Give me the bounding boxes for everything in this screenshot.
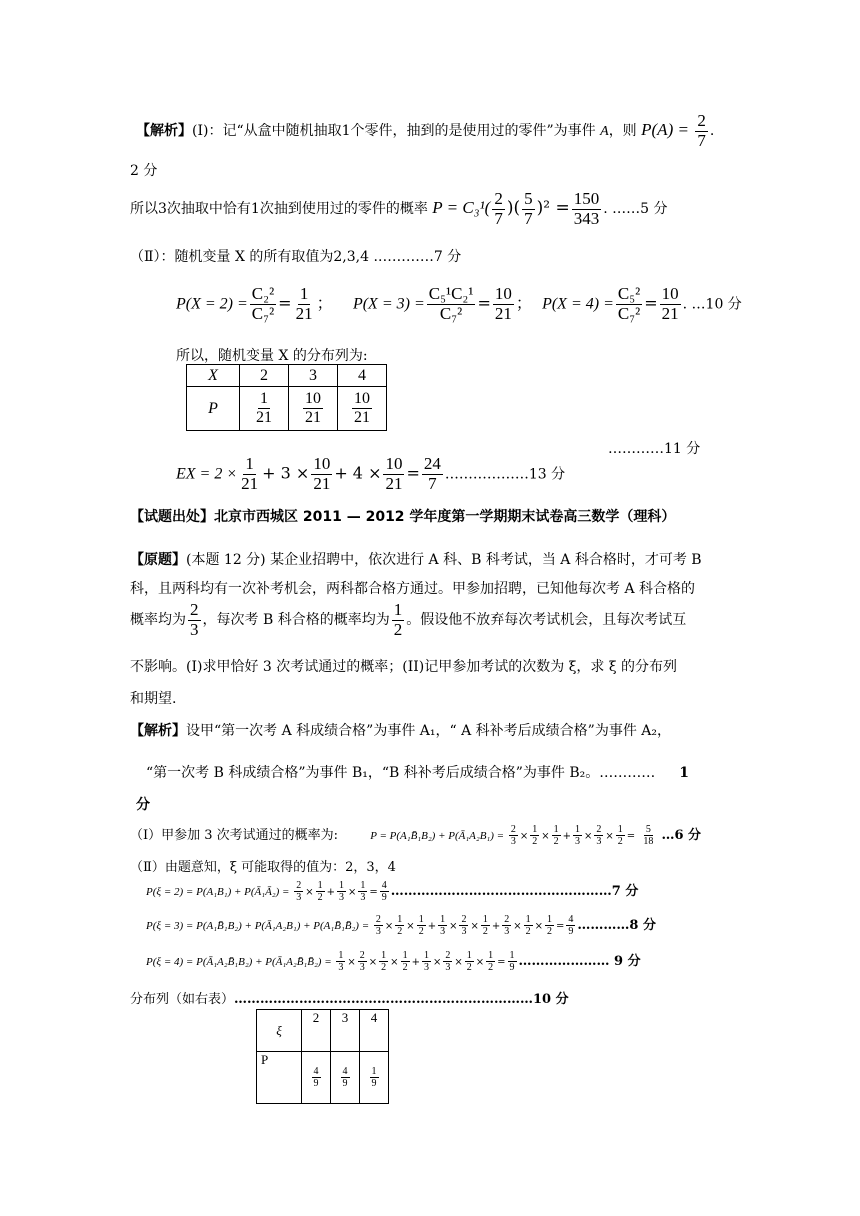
source-line: 【试题出处】北京市西城区 2011 — 2012 学年度第一学期期末试卷高三数学（理科） [130, 509, 676, 525]
solution-line-2: 所以3次抽取中恰有1次抽到使用过的零件的概率 P = C₃¹( $\frac{2}{7}$ )( $\frac{5}{7}$ )² = $\frac{150}{343}$ . ……5 分 [130, 189, 668, 228]
fraction: $\frac{1}{2}$ [553, 824, 559, 847]
problem-line-2: 科，且两科均有一次补考机会，两科都合格方通过。甲参加招聘，已知他每次考 A 科合格的 [130, 581, 696, 597]
problem-line-3: 概率均为 $\frac{2}{3}$ ，每次考 B 科合格的概率均为 $\frac{1}{2}$ 。假设他不放弃每次考试机会，且每次考试互 [130, 600, 687, 639]
fraction: $\frac{1}{3}$ [423, 950, 429, 973]
table-header: X [187, 365, 240, 387]
fraction: $\frac{1}{2}$ [525, 914, 531, 937]
fraction: $\frac{1}{2}$ [617, 824, 623, 847]
distribution-table: X 2 3 4 P $\frac{1}{21}$ $\frac{10}{21}$ $\frac{10}{21}$ [186, 364, 387, 431]
expectation-line: EX = 2 × $\frac{1}{21}$ + 3 × $\frac{10}{21}$ + 4 × $\frac{10}{21}$ = $\frac{24}{7}$ ………………13 分 [176, 454, 566, 493]
fraction: $\frac{1}{2}$ [466, 950, 472, 973]
fraction: $\frac{1}{2}$ [547, 914, 553, 937]
problem-line-4: 不影响。(I)求甲恰好 3 次考试通过的概率；(II)记甲参加考试的次数为 ξ，求 ξ 的分布列 [130, 659, 678, 675]
fraction: $\frac{1}{2}$ [402, 950, 408, 973]
fraction: $\frac{1}{2}$ [381, 950, 387, 973]
solution-line-4: “第一次考 B 科成绩合格”为事件 B₁，“B 科补考后成绩合格”为事件 B₂。………… 1 [146, 765, 690, 781]
fraction: $\frac{2}{3}$ [359, 950, 365, 973]
solution-label: 【解析】 [136, 123, 192, 140]
part-1-line: （Ⅰ）甲参加 3 次考试通过的概率为: P = P(A₁B̄₁B₂) + P(Ā₁A₂B₁) = $\frac{2}{3}$ × $\frac{1}{2}$ × $\frac{1}{2}$ + $\frac{1}{3}$ × $\frac{2}{3}$ × $\frac{1}{2}$ = $\frac{5}{18}$ …6 分 [130, 824, 702, 847]
fraction: $\frac{1}{3}$ [338, 950, 344, 973]
xi-2-line: P(ξ = 2) = P(A₁B₁) + P(Ā₁Ā₂) = $\frac{2}{3}$ × $\frac{1}{2}$ + $\frac{1}{3}$ × $\frac{1}{3}$ = $\frac{4}{9}$ ……………………………………………7 分 [146, 880, 639, 903]
fraction: $\frac{2}{3}$ [504, 914, 510, 937]
score: …………11 分 [608, 441, 701, 457]
fraction: $\frac{1}{2}$ [532, 824, 538, 847]
fraction: $\frac{1}{3}$ [575, 824, 581, 847]
distribution-line: 分布列（如右表）……………………………………………………………10 分 [130, 992, 569, 1007]
solution-line-1: 【解析】(Ⅰ)：记“从盒中随机抽取1个零件，抽到的是使用过的零件”为事件 A，则 P(A) = $\frac{2}{7}$ . [136, 111, 715, 150]
score: 2 分 [130, 163, 158, 179]
fraction: $\frac{1}{2}$ [418, 914, 424, 937]
fraction: $\frac{2}{3}$ [461, 914, 467, 937]
fraction: $\frac{2}{7}$ [697, 111, 706, 150]
problem-line-5: 和期望. [130, 691, 177, 707]
problem-line-1: 【原题】(本题 12 分) 某企业招聘中，依次进行 A 科、B 科考试，当 A 科合格时，才可考 B [130, 552, 702, 568]
fraction: $\frac{1}{2}$ [482, 914, 488, 937]
fraction: $\frac{2}{3}$ [596, 824, 602, 847]
xi-3-line: P(ξ = 3) = P(A₁B̄₁B₂) + P(Ā₁A₂B₁) + P(A₁B̄₁B̄₂) = $\frac{2}{3}$ × $\frac{1}{2}$ × $\frac{1}{2}$ + $\frac{1}{3}$ × $\frac{2}{3}$ × $\frac{1}{2}$ + $\frac{2}{3}$ × $\frac{1}{2}$ × $\frac{1}{2}$ = $\frac{4}{9}$ …………8 分 [146, 914, 656, 937]
fraction: $\frac{1}{2}$ [317, 880, 323, 903]
fraction: $\frac{1}{3}$ [440, 914, 446, 937]
part-2-line: （Ⅱ）：随机变量 X 的所有取值为2,3,4 .…………7 分 [130, 249, 462, 265]
solution-line-3: 【解析】设甲“第一次考 A 科成绩合格”为事件 A₁，“ A 科补考后成绩合格”为事件 A₂， [130, 723, 671, 739]
xi-4-line: P(ξ = 4) = P(Ā₁A₂B̄₁B₂) + P(Ā₁A₂B̄₁B̄₂) = $\frac{1}{3}$ × $\frac{2}{3}$ × $\frac{1}{2}$ × $\frac{1}{2}$ + $\frac{1}{3}$ × $\frac{2}{3}$ × $\frac{1}{2}$ × $\frac{1}{2}$ = $\frac{1}{9}$ ………………… 9 分 [146, 950, 641, 973]
fraction: $\frac{1}{3}$ [360, 880, 366, 903]
fraction: $\frac{2}{3}$ [296, 880, 302, 903]
distribution-intro: 所以，随机变量 X 的分布列为: [176, 348, 368, 364]
fraction: $\frac{1}{3}$ [339, 880, 344, 903]
distribution-table: ξ 2 3 4 P $\frac{4}{9}$ $\frac{4}{9}$ $\frac{1}{9}$ [256, 1009, 389, 1104]
probability-line: P(X = 2) = $\frac{\text{C₂²}}{\text{C₇²}}$ = $\frac{1}{21}$ ； P(X = 3) = $\frac{\text{C₅¹C₂¹}}{\text{C₇²}}$ = $\frac{10}{21}$ ； P(X = 4) = $\frac{\text{C₅²}}{\text{C₇²}}$ = $\frac{10}{21}$ . …10 分 [176, 284, 742, 323]
part-2-line: （Ⅱ）由题意知，ξ 可能取得的值为：2，3，4 [130, 860, 396, 875]
score-unit: 分 [136, 797, 150, 813]
fraction: $\frac{2}{3}$ [375, 914, 381, 937]
fraction: $\frac{1}{2}$ [488, 950, 494, 973]
fraction: $\frac{1}{2}$ [397, 914, 403, 937]
fraction: $\frac{2}{3}$ [510, 824, 516, 847]
fraction: $\frac{2}{3}$ [445, 950, 451, 973]
